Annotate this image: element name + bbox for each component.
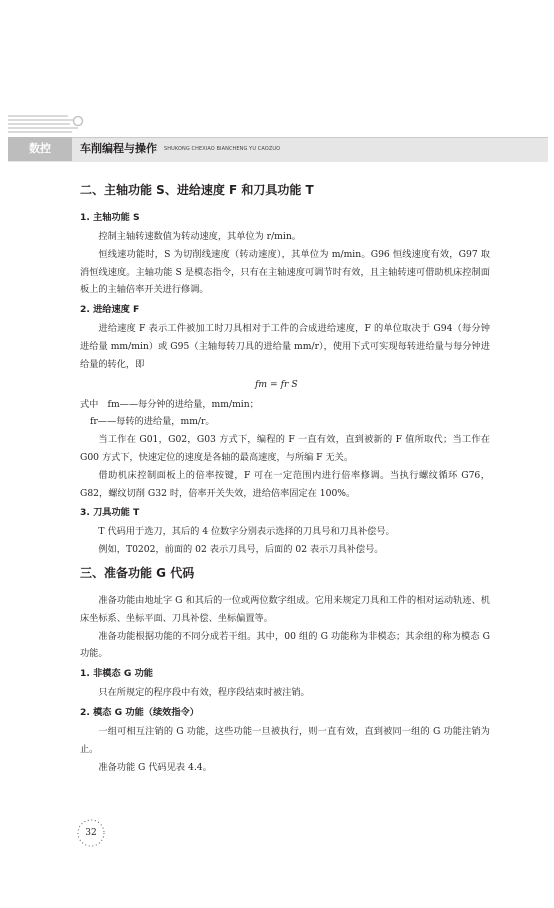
paragraph: 只在所规定的程序段中有效，程序段结束时被注销。 <box>98 687 310 699</box>
subheading-feed-f: 2. 进给速度 F <box>80 304 140 316</box>
paragraph: 借助机床控制面板上的倍率按键，F 可在一定范围内进行倍率修调。当执行螺纹循环 G76，G82，螺纹切削 G32 时，倍率开关失效，进给倍率固定在 100%。 <box>80 469 490 499</box>
paragraph: T 代码用于选刀，其后的 4 位数字分别表示选择的刀具号和刀具补偿号。 <box>98 526 395 538</box>
page-number: 32 <box>85 828 97 838</box>
paragraph: 当工作在 G01，G02，G03 方式下，编程的 F 一直有效，直到被新的 F 值所取代；当工作在 G00 方式下，快速定位的速度是各轴的最高速度，与所编 F 无关。 <box>80 434 490 463</box>
paragraph: 例如，T0202，前面的 02 表示刀具号，后面的 02 表示刀具补偿号。 <box>98 544 384 556</box>
book-title-pinyin: SHUKONG CHEXIAO BIANCHENG YU CAOZUO <box>164 146 281 152</box>
section-heading-g-code: 三、准备功能 G 代码 <box>80 565 195 580</box>
formula: fm = fr S <box>255 378 298 390</box>
subheading-non-modal-g: 1. 非模态 G 功能 <box>80 668 153 680</box>
subheading-spindle-s: 1. 主轴功能 S <box>80 212 140 223</box>
paragraph: 控制主轴转速数值为转动速度，其单位为 r/min。 <box>98 231 301 242</box>
subheading-tool-t: 3. 刀具功能 T <box>80 507 140 519</box>
header-tab: 数控 <box>8 137 72 161</box>
formula-where-line: fr——每转的进给量，mm/r。 <box>90 416 215 428</box>
page-number-badge <box>76 818 106 848</box>
paragraph: 准备功能由地址字 G 和其后的一位或两位数字组成。它用来规定刀具和工件的相对运动轨迹、机床坐标系、坐标平面、刀具补偿、坐标偏置等。 <box>80 594 490 624</box>
book-title: 车削编程与操作 <box>80 142 157 155</box>
paragraph: 进给速度 F 表示工件被加工时刀具相对于工件的合成进给速度，F 的单位取决于 G94（每分钟进给量 mm/min）或 G95（主轴每转刀具的进给量 mm/r），使用下式可实现每转进给量与每分钟进给量的转化，即 <box>80 323 490 370</box>
header-decoration <box>8 112 88 138</box>
subheading-modal-g: 2. 模态 G 功能（续效指令） <box>80 706 199 718</box>
page-content <box>80 180 490 776</box>
paragraph: 准备功能 G 代码见表 4.4。 <box>98 761 212 773</box>
formula-where-line: 式中 fm——每分钟的进给量，mm/min； <box>80 398 259 410</box>
paragraph: 恒线速功能时，S 为切削线速度（转动速度），其单位为 m/min。G96 恒线速度有效，G97 取消恒线速度。主轴功能 S 是模态指令，只有在主轴速度可调节时有效，且主轴转速可借助机床控制面板上的主轴倍率开关进行修调。 <box>80 248 490 296</box>
section-heading-spindle: 二、主轴功能 S、进给速度 F 和刀具功能 T <box>80 183 314 197</box>
paragraph: 一组可相互注销的 G 功能，这些功能一旦被执行，则一直有效，直到被同一组的 G 功能注销为止。 <box>80 725 490 755</box>
paragraph: 准备功能根据功能的不同分成若干组。其中，00 组的 G 功能称为非模态；其余组的称为模态 G 功能。 <box>80 630 490 660</box>
